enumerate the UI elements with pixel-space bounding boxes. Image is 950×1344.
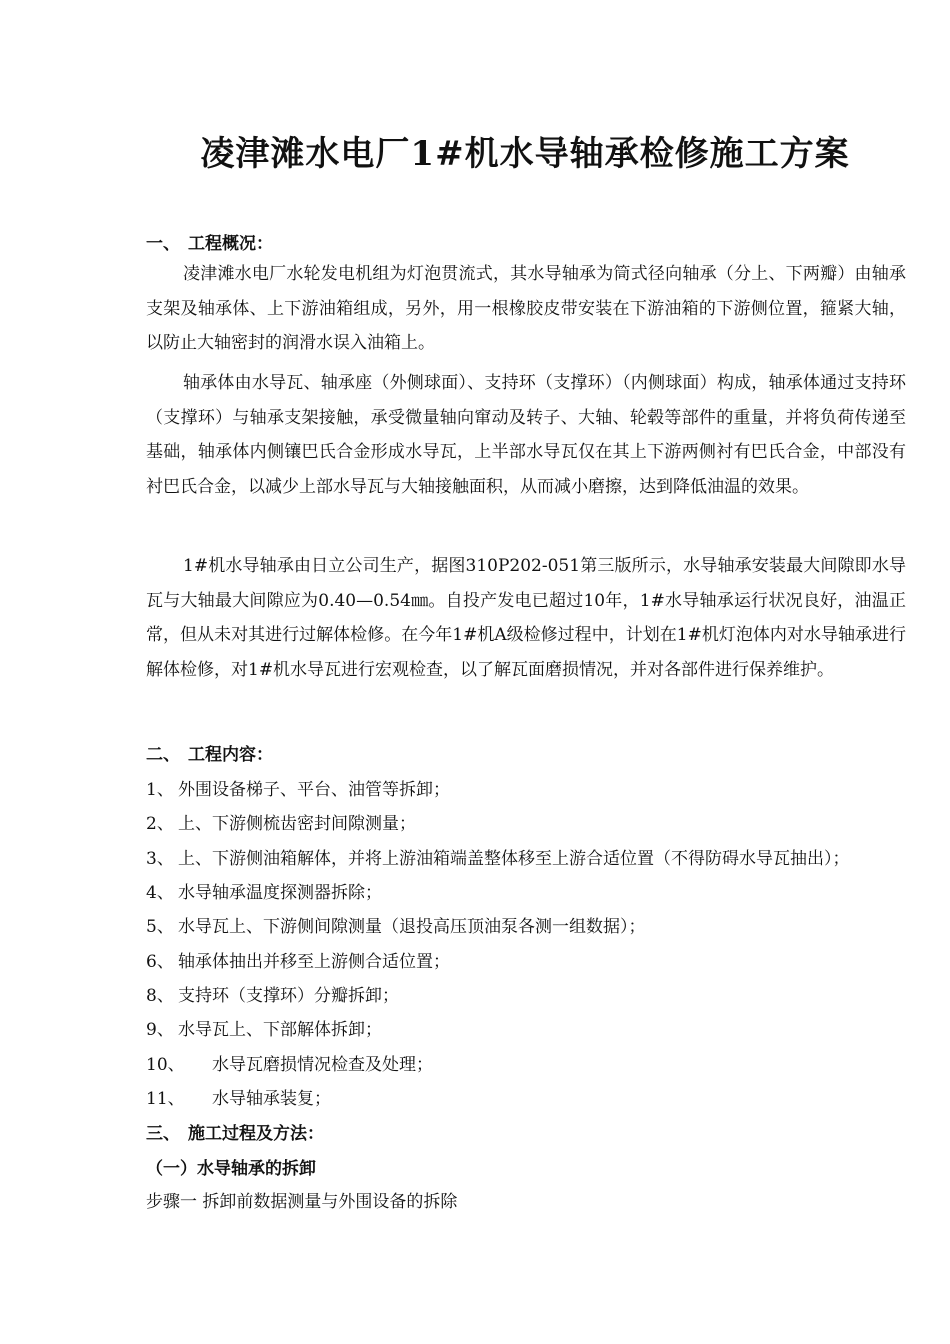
- list-item-text: 外围设备梯子、平台、油管等拆卸；: [178, 780, 450, 800]
- list-item: [146, 878, 382, 903]
- list-item-number: 1、: [146, 780, 174, 800]
- section-1-title: 工程概况：: [188, 234, 273, 254]
- list-item: [146, 912, 646, 937]
- list-item: [146, 775, 450, 800]
- document-title: 凌津滩水电厂1#机水导轴承检修施工方案: [200, 134, 850, 174]
- list-item: [146, 1084, 331, 1109]
- list-item-text: 轴承体抽出并移至上游侧合适位置；: [178, 952, 450, 972]
- list-item: [146, 844, 850, 869]
- section-1-paragraph-3: 1#机水导轴承由日立公司生产，据图310P202-051第三版所示，水导轴承安装最大间隙即水导瓦与大轴最大间隙应为0.40—0.54㎜。自投产发电已超过10年，1#水导轴承运行状况良好，油温正常，但从未对其进行过解体检修。在今年1#机A级检修过程中，计划在1#机灯泡体内对水导轴承进行解体检修，对1#机水导瓦进行宏观检查，以了解瓦面磨损情况，并对各部件进行保养维护。: [146, 556, 906, 680]
- section-1-paragraph-1: 凌津滩水电厂水轮发电机组为灯泡贯流式，其水导轴承为筒式径向轴承（分上、下两瓣）由轴承支架及轴承体、上下游油箱组成，另外，用一根橡胶皮带安装在下游油箱的下游侧位置，箍紧大轴，以防止大轴密封的润滑水误入油箱上。: [146, 264, 906, 353]
- list-item-number: 5、: [146, 917, 174, 937]
- section-3-number: 三、: [146, 1124, 180, 1144]
- list-item-text: 上、下游侧油箱解体，并将上游油箱端盖整体移至上游合适位置（不得防碍水导瓦抽出）；: [178, 849, 850, 869]
- list-item-text: 支持环（支撑环）分瓣拆卸；: [178, 986, 399, 1006]
- list-item-number: 9、: [146, 1020, 174, 1040]
- list-item-number: 10、: [146, 1055, 185, 1075]
- list-item: [146, 981, 399, 1006]
- list-item-text: 水导瓦磨损情况检查及处理；: [212, 1055, 433, 1075]
- list-item: [146, 809, 416, 834]
- list-item-number: 11、: [146, 1089, 185, 1109]
- list-item: [146, 1050, 433, 1075]
- section-2-heading: [146, 740, 273, 765]
- section-1-number: 一、: [146, 234, 180, 254]
- list-item-text: 水导轴承装复；: [212, 1089, 331, 1109]
- section-1-paragraph-2: 轴承体由水导瓦、轴承座（外侧球面）、支持环（支撑环）（内侧球面）构成，轴承体通过支持环（支撑环）与轴承支架接触，承受微量轴向窜动及转子、大轴、轮毂等部件的重量，并将负荷传递至基础，轴承体内侧镶巴氏合金形成水导瓦，上半部水导瓦仅在其上下游两侧衬有巴氏合金，中部没有衬巴氏合金，以减少上部水导瓦与大轴接触面积，从而减小磨擦，达到降低油温的效果。: [146, 373, 906, 497]
- list-item-text: 水导瓦上、下游侧间隙测量（退投高压顶油泵各测一组数据）；: [178, 917, 646, 937]
- section-3-heading: [146, 1119, 324, 1144]
- list-item-text: 上、下游侧梳齿密封间隙测量；: [178, 814, 416, 834]
- section-2-title: 工程内容：: [188, 745, 273, 765]
- list-item-text: 水导瓦上、下部解体拆卸；: [178, 1020, 382, 1040]
- list-item-number: 4、: [146, 883, 174, 903]
- subsection-heading: （一）水导轴承的拆卸: [146, 1159, 316, 1179]
- list-item-number: 2、: [146, 814, 174, 834]
- list-item: [146, 1015, 382, 1040]
- list-item-number: 8、: [146, 986, 174, 1006]
- list-item-number: 3、: [146, 849, 174, 869]
- list-item-text: 水导轴承温度探测器拆除；: [178, 883, 382, 903]
- list-item: [146, 947, 450, 972]
- section-1-heading: [146, 229, 273, 254]
- section-3-title: 施工过程及方法：: [188, 1124, 324, 1144]
- section-2-number: 二、: [146, 745, 180, 765]
- step-heading: 步骤一 拆卸前数据测量与外围设备的拆除: [146, 1192, 458, 1212]
- list-item-number: 6、: [146, 952, 174, 972]
